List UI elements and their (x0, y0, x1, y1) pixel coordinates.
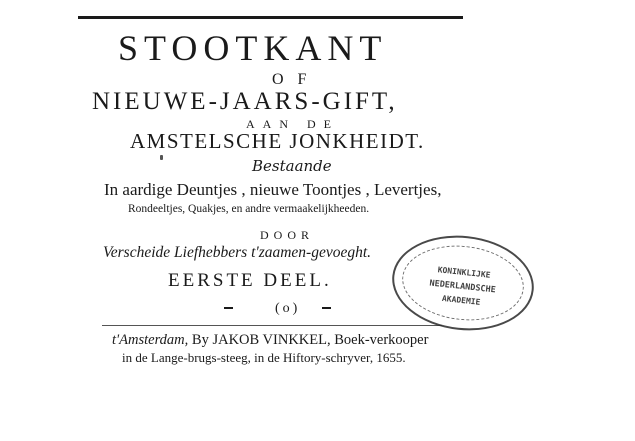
dedicatee: AMSTELSCHE JONKHEIDT. (130, 129, 425, 153)
authors: Verscheide Liefhebbers t'zaamen-gevoeght. (103, 244, 372, 261)
imprint-rule (102, 325, 442, 326)
stamp-text-line-2: NEDERLANDSCHE (428, 278, 497, 296)
book-title: STOOTKANT (118, 28, 388, 68)
book-subtitle: NIEUWE-JAARS-GIFT, (92, 88, 398, 115)
dedication-preposition: AAN DE (246, 117, 339, 131)
author-preposition: DOOR (260, 228, 315, 242)
stamp-text-line-1: KONINKLIJKE (437, 265, 491, 280)
imprint-printer: By JAKOB VINKKEL, Boek-verkooper (191, 332, 429, 348)
imprint-line-1 (112, 333, 428, 348)
title-connector: OF (272, 71, 321, 88)
library-stamp (387, 229, 538, 337)
ornament-right-rule (322, 307, 331, 314)
top-rule (78, 16, 463, 19)
printer-ornament: (o) (275, 301, 301, 316)
volume-part: EERSTE DEEL. (168, 270, 332, 291)
stamp-text-line-3: AKADEMIE (441, 293, 481, 307)
contents-line-2: Rondeeltjes, Quakjes, en andre vermaakelijkheeden. (128, 203, 370, 215)
ink-smudge (160, 155, 163, 160)
contents-intro: Bestaande (252, 157, 332, 175)
imprint-address: in de Lange-brugs-steeg, in de Hiftory-schryver, 1655. (122, 350, 406, 365)
ornament-left-rule (224, 307, 233, 314)
contents-line-1: In aardige Deuntjes , nieuwe Toontjes , Levertjes, (104, 180, 442, 199)
imprint-place: t'Amsterdam, (112, 332, 189, 348)
